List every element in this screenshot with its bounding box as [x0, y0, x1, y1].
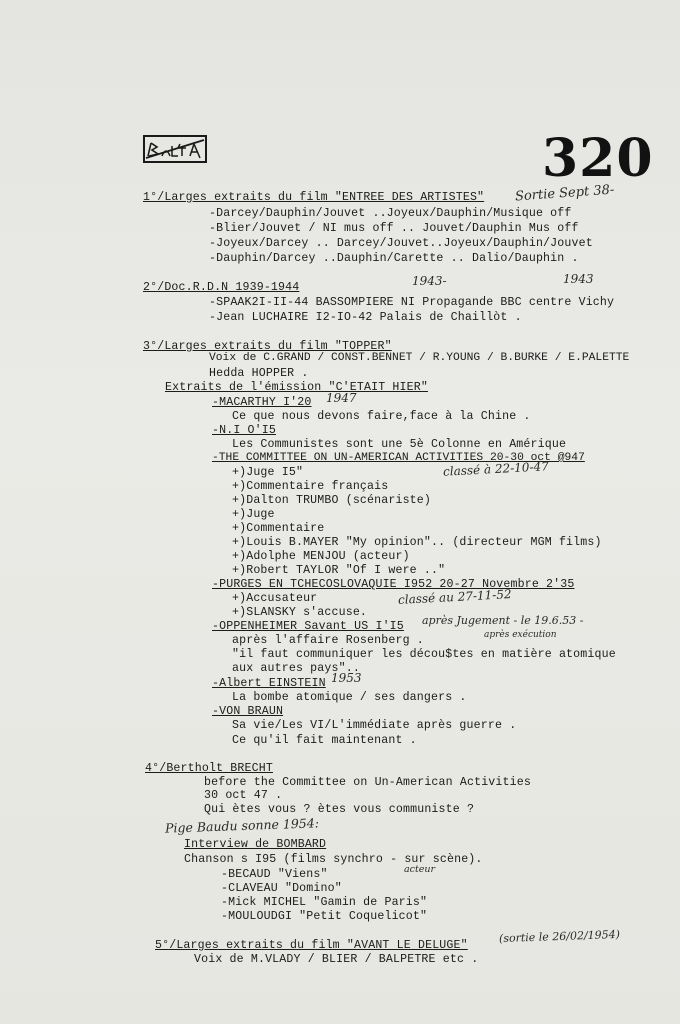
- stamp-box-a: [142, 134, 208, 164]
- committee-handnote: classé à 22-10-47: [442, 459, 550, 479]
- page-number: 320: [542, 128, 654, 189]
- section1-line: -Joyeux/Darcey .. Darcey/Jouvet..Joyeux/Dauphin/Jouvet: [209, 237, 593, 250]
- oppenheimer-handnote: après Jugement - le 19.6.53 -: [422, 614, 584, 627]
- committee-item: +)Louis B.MAYER "My opinion".. (directeur MGM films): [232, 536, 602, 549]
- purges-heading: -PURGES EN TCHECOSLOVAQUIE I952 20-27 Novembre 2'35: [212, 578, 575, 591]
- einstein-handnote: 1953: [331, 671, 362, 685]
- section2-handnote-b: 1943: [563, 272, 594, 286]
- song-item: -BECAUD "Viens": [221, 868, 328, 881]
- purges-item: +)SLANSKY s'accuse.: [232, 606, 368, 619]
- oppenheimer-heading: -OPPENHEIMER Savant US I'I5: [212, 620, 404, 633]
- section3-emission: Extraits de l'émission "C'ETAIT HIER": [165, 381, 428, 394]
- oppenheimer-line: après l'affaire Rosenberg .: [232, 634, 424, 647]
- chanson-heading: Chanson s I95 (films synchro - sur scène).: [184, 853, 483, 866]
- section2-line: -Jean LUCHAIRE I2-IO-42 Palais de Chaillòt .: [209, 311, 522, 324]
- purges-handnote: classé au 27-11-52: [397, 587, 512, 607]
- song-item: -Mick MICHEL "Gamin de Paris": [221, 896, 428, 909]
- committee-item: +)Adolphe MENJOU (acteur): [232, 550, 410, 563]
- section4-handnote: Pige Baudu sonne 1954:: [164, 815, 320, 836]
- section1-handnote: Sortie Sept 38-: [514, 182, 615, 205]
- purges-item: +)Accusateur: [232, 592, 318, 605]
- section1-line: -Dauphin/Darcey ..Dauphin/Carette .. Dalio/Dauphin .: [209, 252, 579, 265]
- ni-heading: -N.I O'I5: [212, 424, 276, 437]
- song-item: -CLAVEAU "Domino": [221, 882, 342, 895]
- section2-title: 2°/Doc.R.D.N 1939-1944: [143, 281, 300, 294]
- section4-title: 4°/Bertholt BRECHT: [145, 762, 273, 775]
- section3-title: 3°/Larges extraits du film "TOPPER": [143, 340, 392, 353]
- section4-line: before the Committee on Un-American Activities: [204, 776, 531, 789]
- einstein-text: La bombe atomique / ses dangers .: [232, 691, 467, 704]
- section1-line: -Darcey/Dauphin/Jouvet ..Joyeux/Dauphin/Musique off: [209, 207, 572, 220]
- section5-handnote: (sortie le 26/02/1954): [498, 927, 621, 946]
- macarthy-handnote: 1947: [326, 391, 357, 405]
- vonbraun-line: Ce qu'il fait maintenant .: [232, 734, 417, 747]
- macarthy-heading: -MACARTHY I'20: [212, 396, 312, 409]
- committee-item: +)Robert TAYLOR "Of I were ..": [232, 564, 446, 577]
- section1-line: -Blier/Jouvet / NI mus off .. Jouvet/Dauphin Mus off: [209, 222, 579, 235]
- song-item: -MOULOUDGI "Petit Coquelicot": [221, 910, 428, 923]
- section2-handnote-a: 1943-: [412, 274, 447, 288]
- section5-title: 5°/Larges extraits du film "AVANT LE DELUGE": [155, 939, 468, 952]
- vonbraun-heading: -VON BRAUN: [212, 705, 284, 718]
- section1-title: 1°/Larges extraits du film "ENTREE DES ARTISTES": [143, 191, 485, 204]
- oppenheimer-line: aux autres pays"..: [232, 662, 360, 675]
- interview-heading: Interview de BOMBARD: [184, 838, 327, 851]
- acteur-handnote: acteur: [404, 864, 436, 875]
- section4-line: Qui ètes vous ? ètes vous communiste ?: [204, 803, 475, 816]
- committee-item: +)Commentaire français: [232, 480, 389, 493]
- committee-item: +)Dalton TRUMBO (scénariste): [232, 494, 432, 507]
- section2-line: -SPAAK2I-II-44 BASSOMPIERE NI Propagande BBC centre Vichy: [209, 296, 615, 309]
- oppenheimer-line: "il faut communiquer les décou$tes en matière atomique: [232, 648, 616, 661]
- einstein-heading: -Albert EINSTEIN: [212, 677, 326, 690]
- committee-item: +)Commentaire: [232, 522, 325, 535]
- oppenheimer-handnote-2: après exécution: [484, 630, 557, 640]
- macarthy-text: Ce que nous devons faire,face à la Chine .: [232, 410, 531, 423]
- section3-voices-2: Hedda HOPPER .: [209, 367, 309, 380]
- committee-item: +)Juge I5": [232, 466, 304, 479]
- section4-line: 30 oct 47 .: [204, 789, 283, 802]
- committee-heading: -THE COMMITTEE ON UN-AMERICAN ACTIVITIES 20-30 oct @947: [212, 452, 585, 464]
- section3-voices: Voix de C.GRAND / CONST.BENNET / R.YOUNG / B.BURKE / E.PALETTE: [209, 352, 630, 364]
- ni-text: Les Communistes sont une 5è Colonne en Amérique: [232, 438, 567, 451]
- section5-line: Voix de M.VLADY / BLIER / BALPETRE etc .: [194, 953, 479, 966]
- committee-item: +)Juge: [232, 508, 275, 521]
- vonbraun-line: Sa vie/Les VI/L'immédiate après guerre .: [232, 719, 517, 732]
